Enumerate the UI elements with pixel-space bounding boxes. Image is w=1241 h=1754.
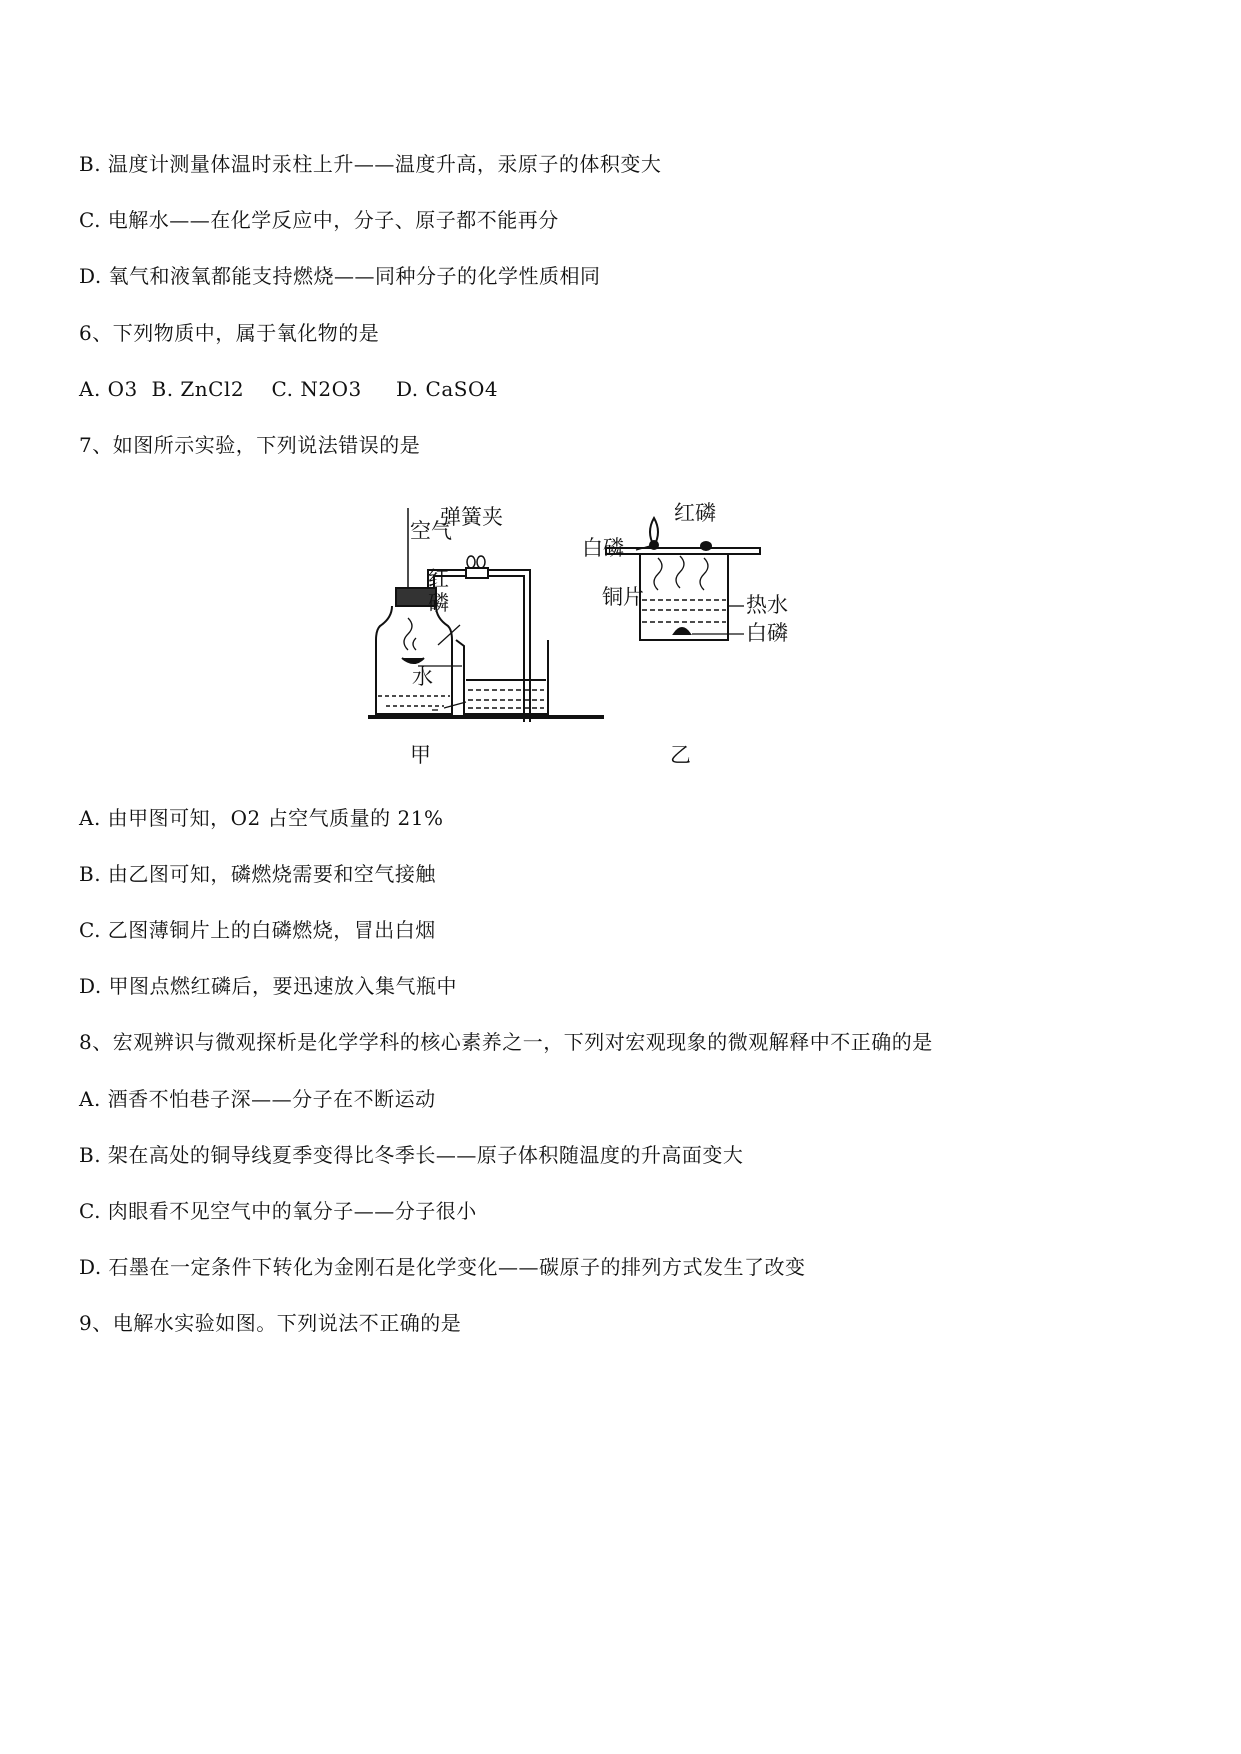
question-6: 6、下列物质中，属于氧化物的是: [79, 321, 380, 345]
option-7b: B. 由乙图可知，磷燃烧需要和空气接触: [79, 862, 436, 886]
label-clip: 弹簧夹: [440, 505, 503, 529]
caption-yi: 乙: [670, 743, 691, 767]
label-white-p-bottom: 白磷: [746, 621, 788, 645]
label-red-p: 红磷: [674, 501, 716, 525]
apparatus-yi: [606, 518, 760, 640]
question-8: 8、宏观辨识与微观探析是化学学科的核心素养之一，下列对宏观现象的微观解释中不正确的是: [79, 1030, 933, 1054]
caption-jia: 甲: [410, 743, 431, 767]
option-8b: B. 架在高处的铜导线夏季变得比冬季长——原子体积随温度的升高面变大: [79, 1143, 744, 1167]
option-7a: A. 由甲图可知，O2 占空气质量的 21%: [79, 806, 444, 830]
apparatus-jia: [368, 508, 604, 722]
label-red-p-2: 磷: [428, 591, 449, 615]
option-5b: B. 温度计测量体温时汞柱上升——温度升高，汞原子的体积变大: [79, 152, 662, 176]
option-7c: C. 乙图薄铜片上的白磷燃烧，冒出白烟: [79, 918, 436, 942]
options-6: A. O3 B. ZnCl2 C. N2O3 D. CaSO4: [79, 377, 499, 401]
label-air: 空气: [410, 519, 452, 543]
label-copper: 铜片: [602, 585, 644, 609]
label-hot-water: 热水: [746, 593, 788, 617]
experiment-figure: [368, 500, 868, 780]
label-red-p-1: 红: [428, 567, 449, 591]
option-5c: C. 电解水——在化学反应中，分子、原子都不能再分: [79, 208, 559, 232]
label-white-p-top: 白磷: [582, 536, 624, 560]
option-7d: D. 甲图点燃红磷后，要迅速放入集气瓶中: [79, 974, 458, 998]
option-8d: D. 石墨在一定条件下转化为金刚石是化学变化——碳原子的排列方式发生了改变: [79, 1255, 806, 1279]
option-5d: D. 氧气和液氧都能支持燃烧——同种分子的化学性质相同: [79, 264, 601, 288]
question-9: 9、电解水实验如图。下列说法不正确的是: [79, 1311, 462, 1335]
option-8a: A. 酒香不怕巷子深——分子在不断运动: [79, 1087, 436, 1111]
option-8c: C. 肉眼看不见空气中的氧分子——分子很小: [79, 1199, 477, 1223]
question-7: 7、如图所示实验，下列说法错误的是: [79, 433, 421, 457]
label-water: 水: [412, 665, 433, 689]
